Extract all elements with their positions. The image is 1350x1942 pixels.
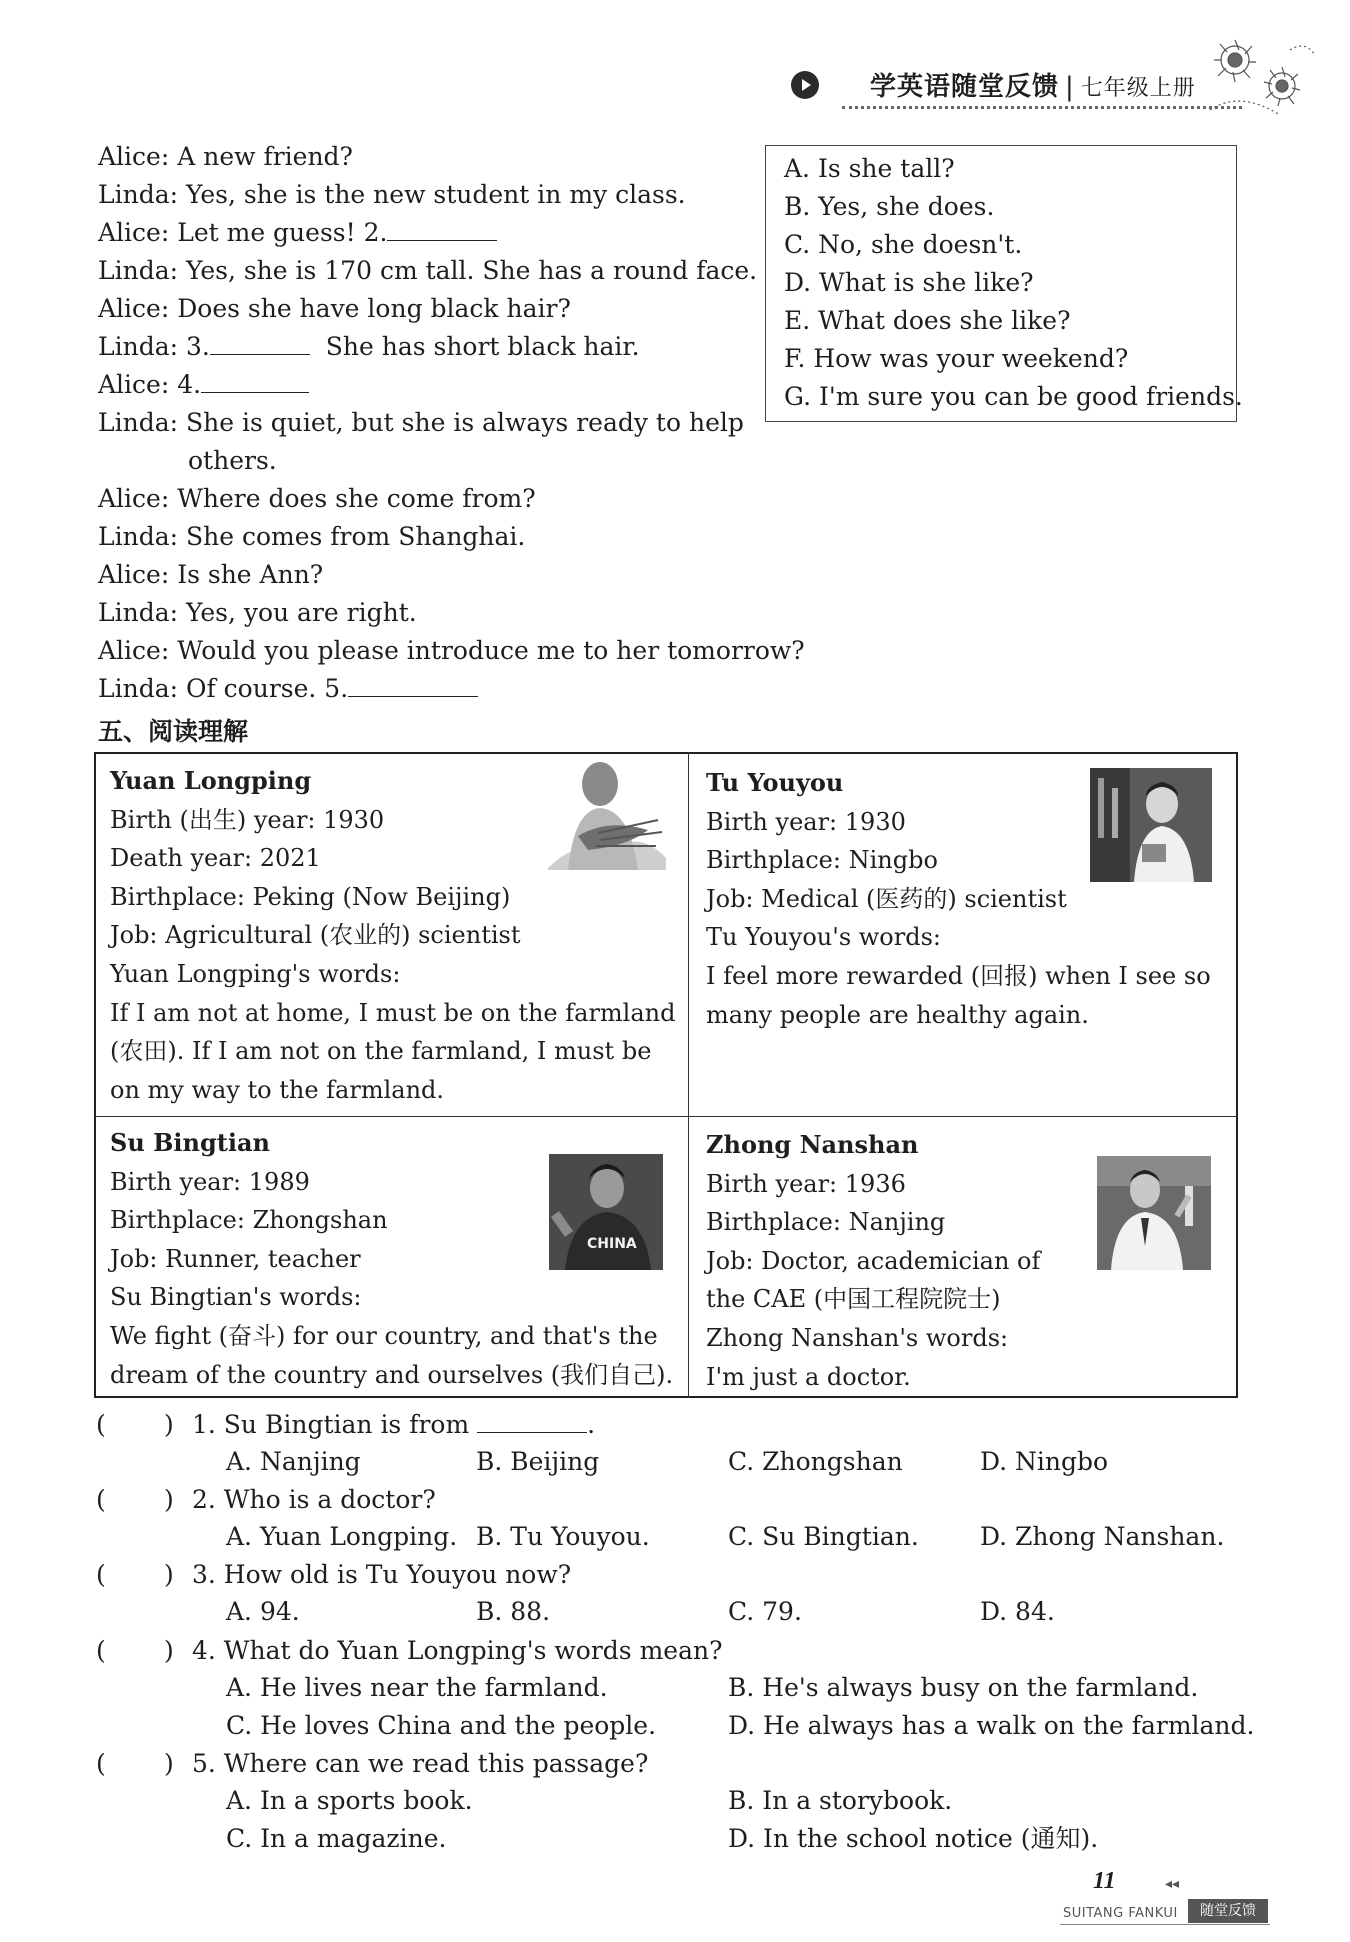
double-arrow-icon: ◂◂ <box>1165 1876 1180 1892</box>
question-4-answer-slot[interactable] <box>108 1634 160 1668</box>
question-1-answer-slot[interactable] <box>108 1408 160 1442</box>
line-text: Does she have long black hair? <box>177 294 571 323</box>
question-3-stem: 3. How old is Tu Youyou now? <box>192 1560 572 1589</box>
speaker: Alice <box>98 294 161 323</box>
question-1-paren-close: ) <box>164 1410 174 1439</box>
profile-line: Birth (出生) year: 1930 <box>110 805 385 834</box>
option-d: D. What is she like? <box>784 268 1034 297</box>
question-1-stem <box>192 1406 595 1444</box>
question-2-answer-slot[interactable] <box>108 1483 160 1517</box>
profile-line: Job: Agricultural (农业的) scientist <box>110 921 521 950</box>
q5-option-a[interactable]: A. In a sports book. <box>226 1786 473 1815</box>
q3-option-d[interactable]: D. 84. <box>980 1597 1055 1626</box>
option-e: E. What does she like? <box>784 306 1071 335</box>
speaker: Linda <box>98 674 170 703</box>
q1-option-b[interactable]: B. Beijing <box>476 1447 600 1476</box>
profile-line: If I am not at home, I must be on the farmland <box>110 998 676 1027</box>
q4-option-d[interactable]: D. He always has a walk on the farmland. <box>728 1711 1255 1740</box>
su-bingtian-photo <box>549 1154 663 1270</box>
dialogue-line-14: Linda: Of course. 5. <box>98 670 478 708</box>
sunflower-decoration-icon <box>1190 20 1320 130</box>
profile-name: Su Bingtian <box>110 1128 270 1157</box>
profile-line: Birthplace: Zhongshan <box>110 1206 388 1235</box>
line-text: Yes, you are right. <box>185 598 417 627</box>
dialogue-line-13: Alice: Would you please introduce me to her tomorrow? <box>98 636 805 665</box>
speaker: Alice <box>98 142 161 171</box>
q2-option-b[interactable]: B. Tu Youyou. <box>476 1522 650 1551</box>
line-text: Would you please introduce me to her tomorrow? <box>177 636 805 665</box>
tu-youyou-photo <box>1090 768 1212 882</box>
profile-line: Yuan Longping's words: <box>110 959 401 988</box>
zhong-nanshan-photo <box>1097 1156 1211 1270</box>
line-text: Where does she come from? <box>177 484 536 513</box>
option-g: G. I'm sure you can be good friends. <box>784 382 1243 411</box>
dialogue-line-1: Alice: A new friend? <box>98 142 353 171</box>
speaker: Linda <box>98 180 170 209</box>
line-text: She comes from Shanghai. <box>185 522 526 551</box>
profile-zhong-nanshan <box>706 1126 1040 1396</box>
profile-line: I feel more rewarded (回报) when I see so <box>706 961 1211 990</box>
line-text: others. <box>188 446 277 475</box>
book-title <box>870 66 1196 103</box>
play-icon <box>791 71 819 99</box>
profile-line: Birth year: 1989 <box>110 1167 310 1196</box>
series-title: 学英语随堂反馈 <box>870 72 1060 102</box>
profile-line: Birthplace: Peking (Now Beijing) <box>110 882 511 911</box>
option-b: B. Yes, she does. <box>784 192 995 221</box>
answer-blank-2[interactable] <box>387 214 497 241</box>
profile-line: Birth year: 1930 <box>706 807 906 836</box>
line-text: A new friend? <box>177 142 353 171</box>
question-5-paren-close: ) <box>164 1749 174 1778</box>
profile-line: Birthplace: Ningbo <box>706 846 938 875</box>
speaker: Linda <box>98 408 170 437</box>
q4-option-c[interactable]: C. He loves China and the people. <box>226 1711 657 1740</box>
profile-line: Job: Doctor, academician of <box>706 1246 1041 1275</box>
answer-blank-4[interactable] <box>201 366 309 393</box>
question-2-stem: 2. Who is a doctor? <box>192 1485 436 1514</box>
dialogue-line-11: Alice: Is she Ann? <box>98 560 324 589</box>
speaker: Linda <box>98 522 170 551</box>
grade-subtitle: 七年级上册 <box>1080 75 1196 100</box>
q2-option-d[interactable]: D. Zhong Nanshan. <box>980 1522 1225 1551</box>
yuan-longping-photo <box>538 758 668 870</box>
stem-text: 1. Su Bingtian is from <box>192 1410 470 1439</box>
question-1-blank[interactable] <box>477 1406 587 1433</box>
profile-line: the CAE (中国工程院院士) <box>706 1285 1001 1314</box>
q5-option-b[interactable]: B. In a storybook. <box>728 1786 953 1815</box>
question-2-paren-open: ( <box>96 1485 106 1514</box>
speaker: Alice <box>98 218 161 247</box>
dialogue-line-5: Alice: Does she have long black hair? <box>98 294 571 323</box>
profile-line: Job: Runner, teacher <box>110 1244 361 1273</box>
stem-tail: . <box>587 1410 596 1439</box>
question-3-paren-open: ( <box>96 1560 106 1589</box>
answer-blank-5[interactable] <box>348 670 478 697</box>
q3-option-c[interactable]: C. 79. <box>728 1597 802 1626</box>
q3-option-a[interactable]: A. 94. <box>226 1597 300 1626</box>
profile-line: Su Bingtian's words: <box>110 1283 362 1312</box>
question-1-paren-open: ( <box>96 1410 106 1439</box>
option-c: C. No, she doesn't. <box>784 230 1023 259</box>
profile-name: Tu Youyou <box>706 768 844 797</box>
speaker: Alice <box>98 636 161 665</box>
question-4-stem: 4. What do Yuan Longping's words mean? <box>192 1636 723 1665</box>
q4-option-a[interactable]: A. He lives near the farmland. <box>226 1673 608 1702</box>
table-divider-horizontal <box>94 1116 1238 1117</box>
speaker: Linda <box>98 256 170 285</box>
header-dotted-rule <box>842 106 1242 109</box>
profile-line: dream of the country and ourselves (我们自己). <box>110 1360 674 1389</box>
footer-tab: 随堂反馈 <box>1188 1899 1268 1923</box>
profile-line: (农田). If I am not on the farmland, I must be <box>110 1037 652 1066</box>
question-5-stem: 5. Where can we read this passage? <box>192 1749 649 1778</box>
line-text: Yes, she is the new student in my class. <box>185 180 686 209</box>
table-divider-vertical <box>688 752 689 1398</box>
question-3-paren-close: ) <box>164 1560 174 1589</box>
dialogue-line-2: Linda: Yes, she is the new student in my class. <box>98 180 686 209</box>
dialogue-line-4: Linda: Yes, she is 170 cm tall. She has a round face. <box>98 256 758 285</box>
line-text: 3. <box>185 332 210 361</box>
line-text: Of course. 5. <box>185 674 349 703</box>
option-f: F. How was your weekend? <box>784 344 1129 373</box>
profile-line: Tu Youyou's words: <box>706 923 941 952</box>
q2-option-c[interactable]: C. Su Bingtian. <box>728 1522 919 1551</box>
answer-blank-3[interactable] <box>210 328 310 355</box>
profile-line: many people are healthy again. <box>706 1000 1089 1029</box>
dialogue-line-8-cont <box>188 442 277 480</box>
dialogue-line-9: Alice: Where does she come from? <box>98 484 536 513</box>
question-3-answer-slot[interactable] <box>108 1558 160 1592</box>
line-text: She is quiet, but she is always ready to help <box>185 408 744 437</box>
question-4-paren-open: ( <box>96 1636 106 1665</box>
profile-line: Birthplace: Nanjing <box>706 1208 946 1237</box>
section-title: 五、阅读理解 <box>98 717 249 746</box>
q1-option-c[interactable]: C. Zhongshan <box>728 1447 903 1476</box>
footer-rule <box>1060 1924 1270 1925</box>
line-text-after: She has short black hair. <box>325 332 640 361</box>
profile-line: Job: Medical (医药的) scientist <box>706 884 1067 913</box>
question-5-paren-open: ( <box>96 1749 106 1778</box>
profile-line: Zhong Nanshan's words: <box>706 1323 1009 1352</box>
line-text: Yes, she is 170 cm tall. She has a round face. <box>185 256 758 285</box>
q2-option-a[interactable]: A. Yuan Longping. <box>226 1522 458 1551</box>
profile-line: Birth year: 1936 <box>706 1169 906 1198</box>
dialogue-line-6: Linda: 3. She has short black hair. <box>98 328 640 366</box>
line-text: Is she Ann? <box>177 560 324 589</box>
page-number: 11 <box>1093 1868 1116 1894</box>
line-text: 4. <box>177 370 202 399</box>
q1-option-a[interactable]: A. Nanjing <box>226 1447 361 1476</box>
speaker: Linda <box>98 332 170 361</box>
line-text: Let me guess! 2. <box>177 218 388 247</box>
dialogue-line-7: Alice: 4. <box>98 366 309 404</box>
speaker: Alice <box>98 560 161 589</box>
profile-name: Yuan Longping <box>110 766 312 795</box>
option-a: A. Is she tall? <box>784 154 955 183</box>
dialogue-line-12: Linda: Yes, you are right. <box>98 598 417 627</box>
footer-label: SUITANG FANKUI <box>1063 1906 1178 1921</box>
profile-line: I'm just a doctor. <box>706 1362 911 1391</box>
dialogue-line-3: Alice: Let me guess! 2. <box>98 214 497 252</box>
dialogue-line-8: Linda: She is quiet, but she is always ready to help <box>98 408 744 437</box>
question-4-paren-close: ) <box>164 1636 174 1665</box>
question-5-answer-slot[interactable] <box>108 1747 160 1781</box>
q3-option-b[interactable]: B. 88. <box>476 1597 551 1626</box>
profile-line: on my way to the farmland. <box>110 1075 445 1104</box>
title-separator: | <box>1065 72 1075 102</box>
q5-option-d[interactable]: D. In the school notice (通知). <box>728 1824 1099 1853</box>
profile-line: Death year: 2021 <box>110 844 321 873</box>
q1-option-d[interactable]: D. Ningbo <box>980 1447 1109 1476</box>
jersey-text: CHINA <box>587 1236 637 1252</box>
profile-name: Zhong Nanshan <box>706 1130 919 1159</box>
speaker: Alice <box>98 370 161 399</box>
q4-option-b[interactable]: B. He's always busy on the farmland. <box>728 1673 1199 1702</box>
q5-option-c[interactable]: C. In a magazine. <box>226 1824 447 1853</box>
dialogue-line-10: Linda: She comes from Shanghai. <box>98 522 526 551</box>
speaker: Alice <box>98 484 161 513</box>
question-2-paren-close: ) <box>164 1485 174 1514</box>
speaker: Linda <box>98 598 170 627</box>
profile-line: We fight (奋斗) for our country, and that's the <box>110 1321 658 1350</box>
